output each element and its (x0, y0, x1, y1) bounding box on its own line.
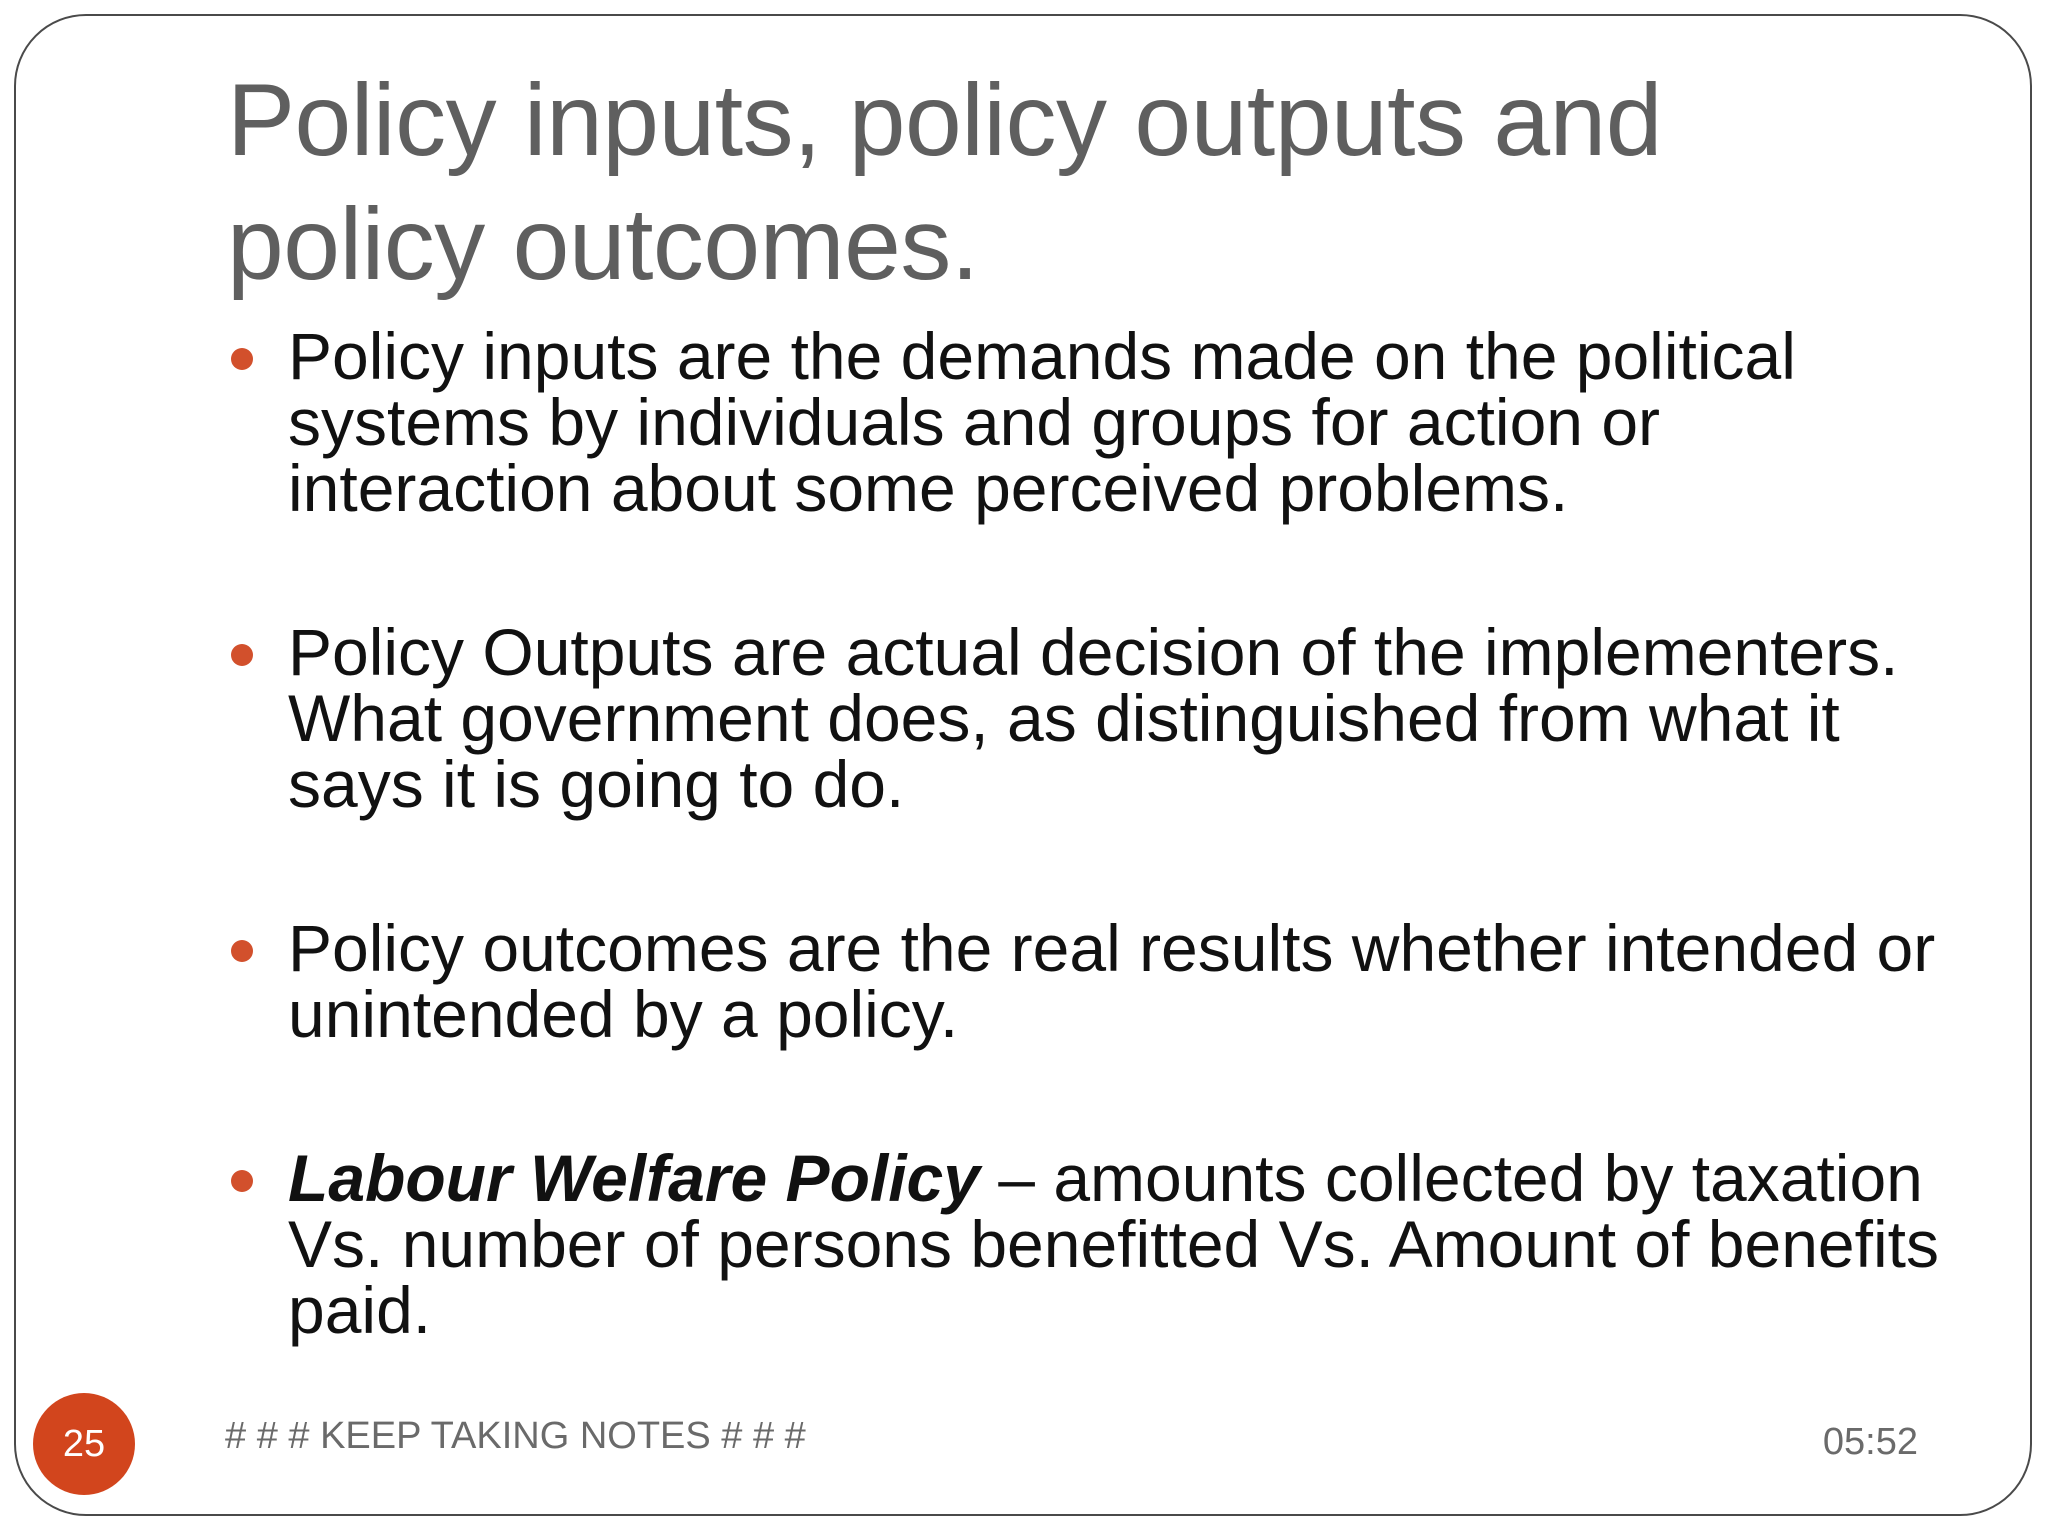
bullet-dot-icon (231, 1170, 253, 1192)
bullet-text: Policy outcomes are the real results whether intended or unintended by a policy. (288, 911, 1936, 1051)
footer-time: 05:52 (1822, 1421, 1918, 1463)
bullet-policy-inputs (227, 319, 1947, 525)
bullet-dot-icon (231, 940, 253, 962)
footer-note: # # # KEEP TAKING NOTES # # # (225, 1415, 806, 1457)
bullet-dot-icon (231, 348, 253, 370)
bullet-text: Policy Outputs are actual decision of the implementers. What government does, as distinguished from what it says it is going to do. (288, 615, 1899, 821)
slide-title: Policy inputs, policy outputs and policy outcomes. (227, 63, 1663, 301)
bullet-labour-welfare-policy (227, 1141, 1947, 1347)
bullet-dot-icon (231, 644, 253, 666)
bullet-text: Policy inputs are the demands made on the political systems by individuals and groups for action or interaction about some perceived problems. (288, 319, 1796, 525)
bullet-policy-outcomes (227, 911, 1947, 1051)
bullet-policy-outputs (227, 615, 1947, 821)
slide-number-badge: 25 (33, 1393, 135, 1495)
bullet-list (227, 319, 1947, 1347)
bullet-text: – amounts collected by taxation Vs. number of persons benefitted Vs. Amount of benefits paid. (288, 1141, 1939, 1347)
bullet-emphasis: Labour Welfare Policy (288, 1141, 980, 1215)
